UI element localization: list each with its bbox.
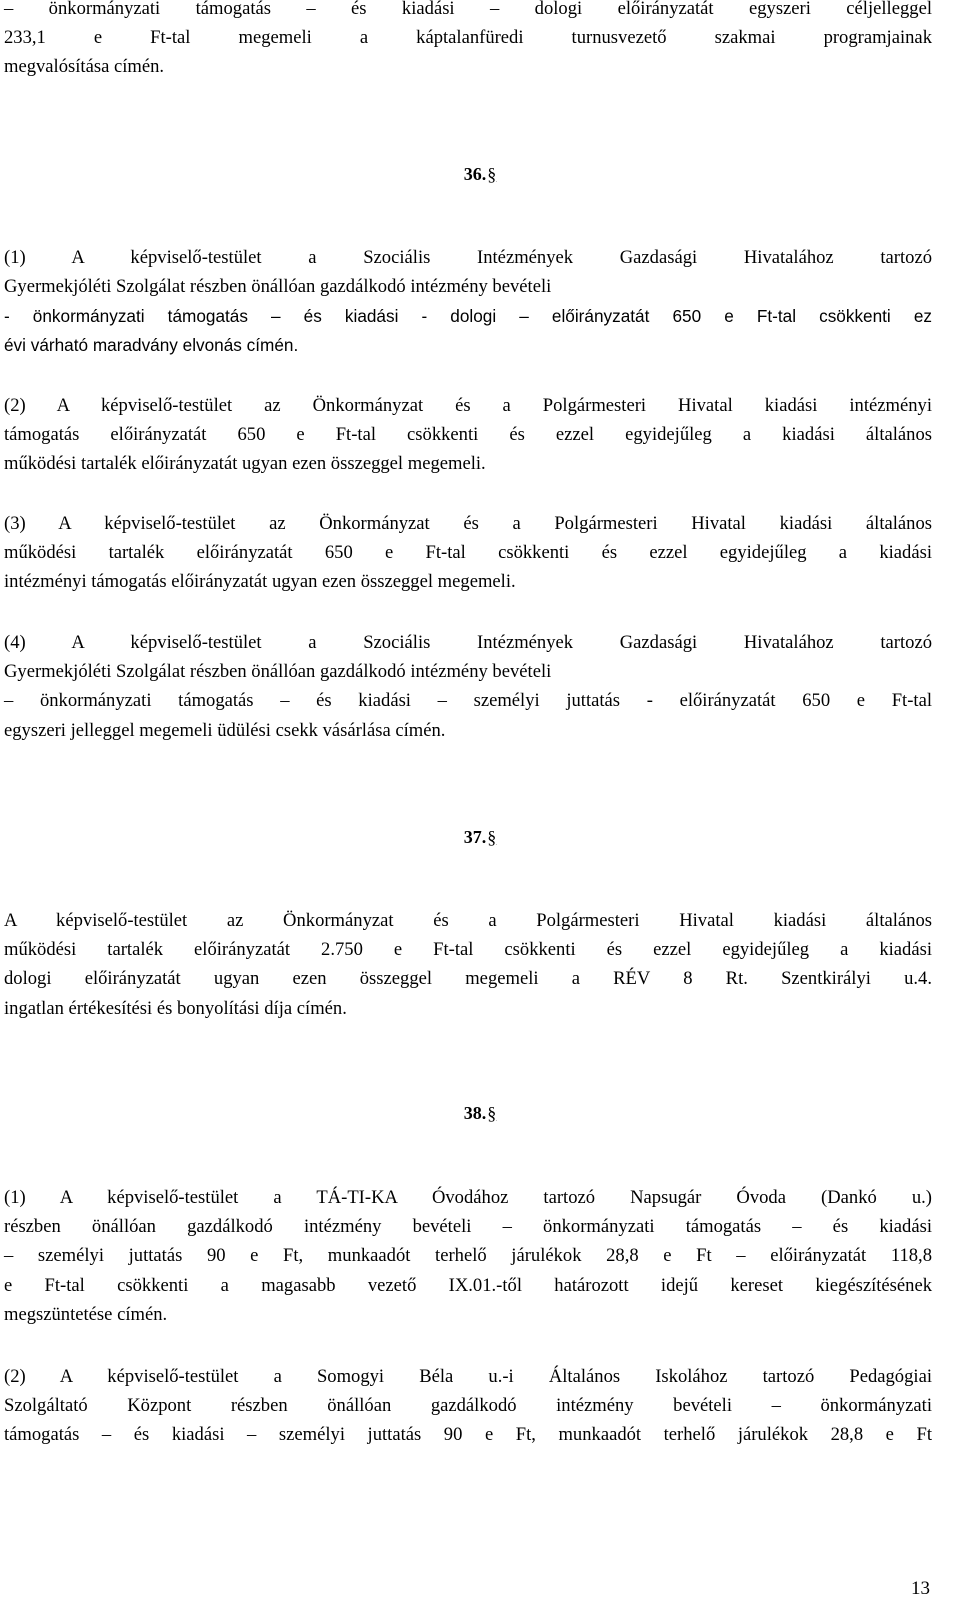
- section-heading-38: [0, 1103, 960, 1124]
- text-line: támogatás – és kiadási – személyi juttatás 90 e Ft, munkaadót terhelő járulékok 28,8 e Ft: [4, 1424, 932, 1446]
- text-line: e Ft-tal csökkenti a magasabb vezető IX.01.-től határozott idejű kereset kiegészítésének: [4, 1274, 932, 1296]
- text-line: évi várható maradvány elvonás címén.: [4, 335, 299, 356]
- text-line: működési tartalék előirányzatát 2.750 e Ft-tal csökkenti és ezzel egyidejűleg a kiadási: [4, 939, 932, 961]
- text-line: - önkormányzati támogatás – és kiadási - dologi – előirányzatát 650 e Ft-tal csökkenti ez: [4, 306, 932, 326]
- text-line: (3) A képviselő-testület az Önkormányzat és a Polgármesteri Hivatal kiadási általános: [4, 513, 932, 534]
- section-symbol: §: [487, 164, 497, 184]
- text-line: – önkormányzati támogatás – és kiadási – dologi előirányzatát egyszeri céljelleggel: [4, 0, 932, 19]
- text-line: (4) A képviselő-testület a Szociális Intézmények Gazdasági Hivatalához tartozó: [4, 632, 932, 653]
- text-line: támogatás előirányzatát 650 e Ft-tal csökkenti és ezzel egyidejűleg a kiadási általános: [4, 424, 932, 446]
- paragraph-36-3: [4, 509, 932, 597]
- paragraph-38-2: [4, 1362, 932, 1450]
- paragraph-36-1-cont: [4, 302, 932, 360]
- text-line: (1) A képviselő-testület a Szociális Intézmények Gazdasági Hivatalához tartozó: [4, 247, 932, 268]
- text-line: egyszeri jelleggel megemeli üdülési csekk vásárlása címén.: [4, 719, 446, 741]
- text-line: A képviselő-testület az Önkormányzat és a Polgármesteri Hivatal kiadási általános: [4, 910, 932, 931]
- text-line: – önkormányzati támogatás – és kiadási – személyi juttatás - előirányzatát 650 e Ft-tal: [4, 690, 932, 712]
- text-line: – személyi juttatás 90 e Ft, munkaadót terhelő járulékok 28,8 e Ft – előirányzatát 118,8: [4, 1245, 932, 1267]
- section-symbol: §: [487, 827, 497, 847]
- paragraph-36-4: [4, 628, 932, 745]
- text-line: (2) A képviselő-testület az Önkormányzat és a Polgármesteri Hivatal kiadási intézményi: [4, 395, 932, 416]
- section-symbol: §: [487, 1103, 497, 1123]
- text-line: Szolgáltató Központ részben önállóan gazdálkodó intézmény bevételi – önkormányzati: [4, 1395, 932, 1417]
- paragraph-36-1: [4, 243, 932, 301]
- text-line: intézményi támogatás előirányzatát ugyan ezen összeggel megemeli.: [4, 571, 516, 593]
- section-number: 37.: [463, 827, 487, 847]
- text-line: működési tartalék előirányzatát ugyan ezen összeggel megemeli.: [4, 453, 486, 475]
- text-line: Gyermekjóléti Szolgálat részben önállóan gazdálkodó intézmény bevételi: [4, 661, 552, 683]
- section-number: 38.: [463, 1103, 487, 1123]
- paragraph-37: [4, 906, 932, 1023]
- section-heading-37: [0, 827, 960, 848]
- text-line: (1) A képviselő-testület a TÁ-TI-KA Óvodához tartozó Napsugár Óvoda (Dankó u.): [4, 1187, 932, 1208]
- text-line: ingatlan értékesítési és bonyolítási díja címén.: [4, 997, 347, 1019]
- intro-paragraph: [4, 0, 932, 82]
- paragraph-36-2: [4, 391, 932, 479]
- text-line: dologi előirányzatát ugyan ezen összeggel megemeli a RÉV 8 Rt. Szentkirályi u.4.: [4, 968, 932, 990]
- paragraph-38-1: [4, 1183, 932, 1329]
- text-line: (2) A képviselő-testület a Somogyi Béla u.-i Általános Iskolához tartozó Pedagógiai: [4, 1366, 932, 1387]
- text-line: 233,1 e Ft-tal megemeli a káptalanfüredi turnusvezető szakmai programjainak: [4, 27, 932, 49]
- section-heading-36: [0, 164, 960, 185]
- text-line: Gyermekjóléti Szolgálat részben önállóan gazdálkodó intézmény bevételi: [4, 276, 552, 298]
- text-line: megvalósítása címén.: [4, 56, 165, 78]
- section-number: 36.: [463, 164, 487, 184]
- text-line: megszüntetése címén.: [4, 1303, 168, 1325]
- page-number: 13: [911, 1578, 930, 1599]
- text-line: részben önállóan gazdálkodó intézmény bevételi – önkormányzati támogatás – és kiadási: [4, 1216, 932, 1238]
- text-line: működési tartalék előirányzatát 650 e Ft-tal csökkenti és ezzel egyidejűleg a kiadási: [4, 542, 932, 564]
